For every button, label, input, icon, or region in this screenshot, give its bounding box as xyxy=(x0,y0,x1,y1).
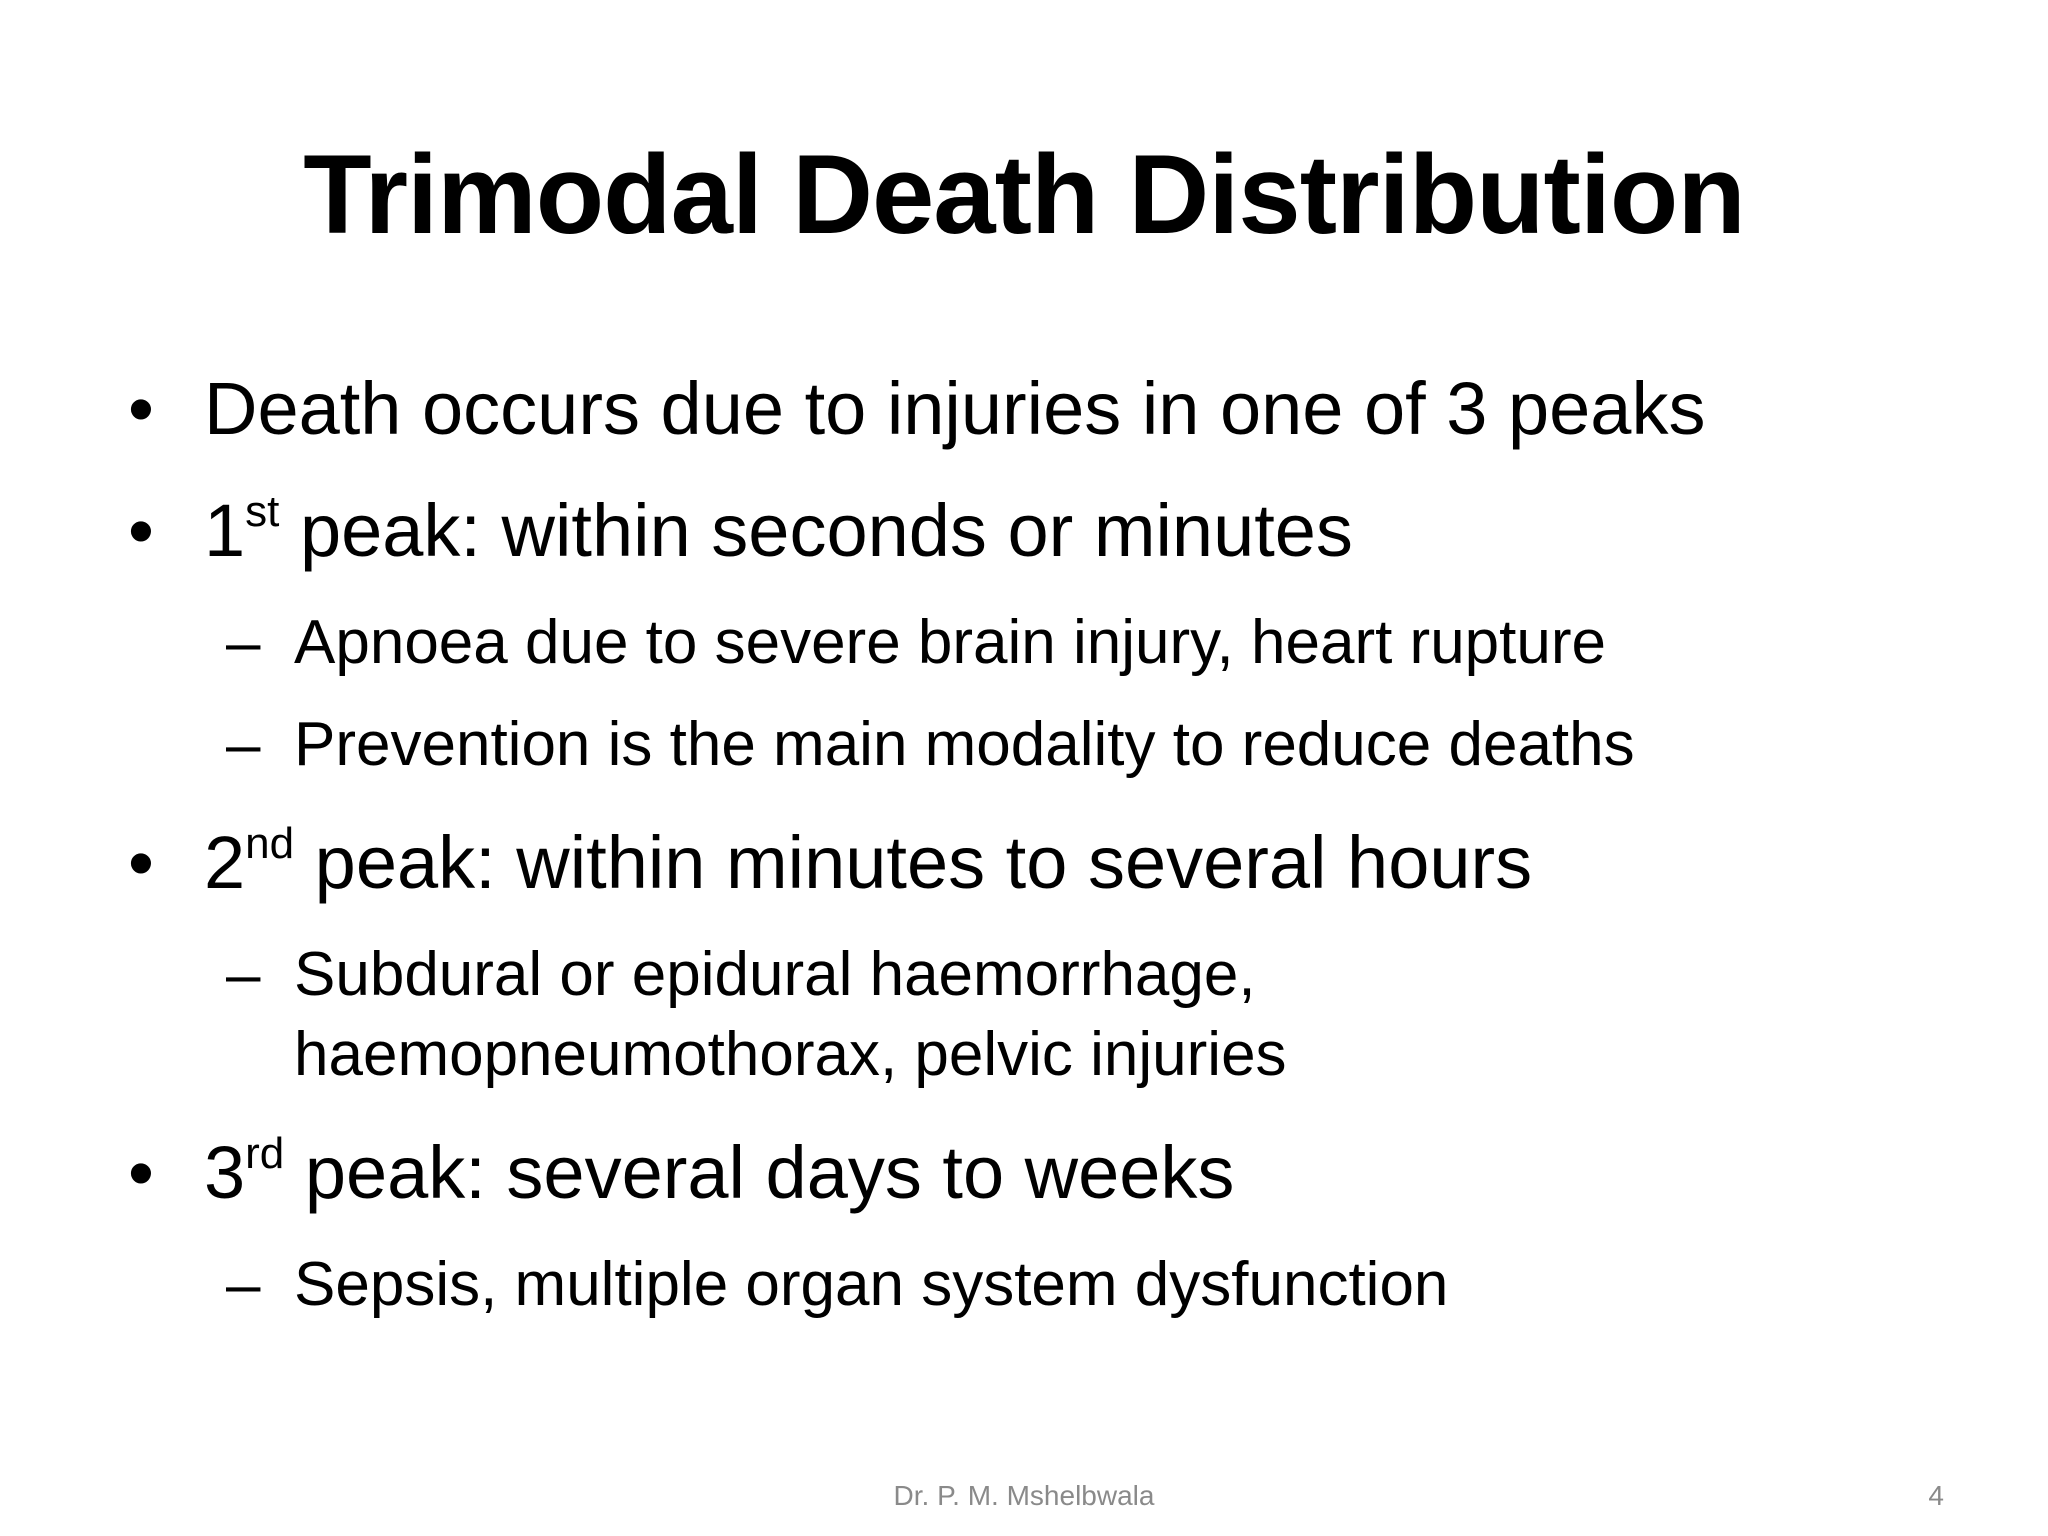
slide-title: Trimodal Death Distribution xyxy=(303,132,1745,257)
bullet-death-peaks xyxy=(120,365,1970,453)
dash-icon: – xyxy=(226,710,261,779)
slide-footer: Dr. P. M. Mshelbwala xyxy=(893,1480,1155,1511)
bullet-dot-icon: • xyxy=(128,821,154,904)
sub-bullet-text: Apnoea due to severe brain injury, heart rupture xyxy=(294,608,1606,677)
sub-bullet xyxy=(120,935,1970,1095)
slide-page-number: 4 xyxy=(1928,1480,1944,1511)
sub-bullet-text: Subdural or epidural haemorrhage, xyxy=(294,940,1256,1009)
bullet-text: peak: several days to weeks xyxy=(284,1131,1235,1214)
ordinal-superscript: st xyxy=(245,487,280,536)
bullet-dot-icon: • xyxy=(128,367,154,450)
peak-number: 3 xyxy=(204,1131,246,1214)
bullet-text: Death occurs due to injuries in one of 3 peaks xyxy=(204,367,1706,450)
ordinal-superscript: rd xyxy=(245,1129,285,1178)
sub-bullet-text-continuation: haemopneumothorax, pelvic injuries xyxy=(294,1020,1287,1089)
bullet-first-peak xyxy=(120,487,1970,575)
sub-bullet-text: Sepsis, multiple organ system dysfunction xyxy=(294,1250,1449,1319)
dash-icon: – xyxy=(226,608,261,677)
sub-bullet xyxy=(120,705,1970,785)
bullet-dot-icon: • xyxy=(128,1131,154,1214)
peak-number: 1 xyxy=(204,489,246,572)
dash-icon: – xyxy=(226,1250,261,1319)
peak-number: 2 xyxy=(204,821,246,904)
sub-bullet xyxy=(120,603,1970,683)
sub-bullet-text: Prevention is the main modality to reduce deaths xyxy=(294,710,1635,779)
ordinal-superscript: nd xyxy=(245,819,295,868)
dash-icon: – xyxy=(226,940,261,1009)
bullet-third-peak xyxy=(120,1129,1970,1217)
bullet-text: peak: within minutes to several hours xyxy=(294,821,1533,904)
slide-content xyxy=(120,365,1970,1353)
bullet-dot-icon: • xyxy=(128,489,154,572)
bullet-text: peak: within seconds or minutes xyxy=(279,489,1353,572)
bullet-second-peak xyxy=(120,819,1970,907)
sub-bullet xyxy=(120,1245,1970,1325)
